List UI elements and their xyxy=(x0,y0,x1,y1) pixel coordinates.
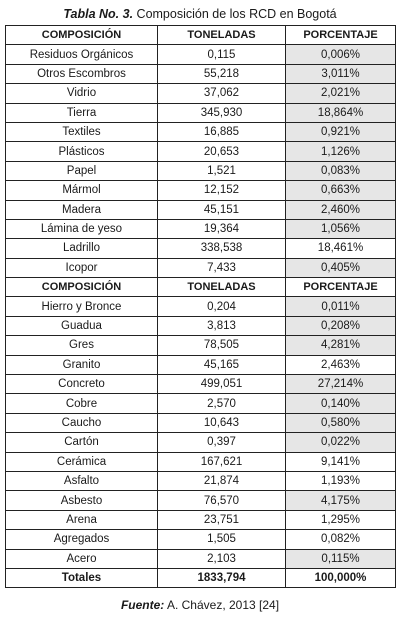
table-row xyxy=(6,530,396,549)
table-caption xyxy=(0,3,400,25)
column-header-porcentaje: PORCENTAJE xyxy=(286,278,396,297)
percentage-value: 1,126% xyxy=(286,142,396,161)
tons-value: 12,152 xyxy=(158,181,286,200)
tons-value: 1,521 xyxy=(158,161,286,180)
column-header-toneladas: TONELADAS xyxy=(158,26,286,45)
percentage-value: 0,140% xyxy=(286,394,396,413)
material-name: Caucho xyxy=(6,413,158,432)
material-name: Cerámica xyxy=(6,452,158,471)
table-row xyxy=(6,297,396,316)
tons-value: 23,751 xyxy=(158,510,286,529)
table-body xyxy=(6,26,396,588)
tons-value: 19,364 xyxy=(158,219,286,238)
tons-value: 21,874 xyxy=(158,471,286,490)
percentage-value: 1,295% xyxy=(286,510,396,529)
table-row xyxy=(6,549,396,568)
table-row xyxy=(6,161,396,180)
table-row xyxy=(6,84,396,103)
percentage-value: 0,580% xyxy=(286,413,396,432)
percentage-value: 4,175% xyxy=(286,491,396,510)
table-row xyxy=(6,219,396,238)
material-name: Plásticos xyxy=(6,142,158,161)
total-percentage: 100,000% xyxy=(286,568,396,587)
percentage-value: 4,281% xyxy=(286,336,396,355)
table-row xyxy=(6,375,396,394)
composition-table xyxy=(5,25,396,588)
table-row xyxy=(6,122,396,141)
material-name: Lámina de yeso xyxy=(6,219,158,238)
table-row xyxy=(6,355,396,374)
table-row xyxy=(6,394,396,413)
percentage-value: 1,056% xyxy=(286,219,396,238)
material-name: Otros Escombros xyxy=(6,64,158,83)
material-name: Textiles xyxy=(6,122,158,141)
tons-value: 78,505 xyxy=(158,336,286,355)
table-row xyxy=(6,491,396,510)
percentage-value: 0,115% xyxy=(286,549,396,568)
column-header-composicion: COMPOSICIÓN xyxy=(6,26,158,45)
caption-lead: Tabla No. 3. xyxy=(63,7,134,21)
percentage-value: 0,011% xyxy=(286,297,396,316)
material-name: Madera xyxy=(6,200,158,219)
tons-value: 45,151 xyxy=(158,200,286,219)
header-row-2 xyxy=(6,278,396,297)
table-row xyxy=(6,258,396,277)
table-row xyxy=(6,413,396,432)
material-name: Asfalto xyxy=(6,471,158,490)
material-name: Residuos Orgánicos xyxy=(6,45,158,64)
table-row xyxy=(6,433,396,452)
table-row xyxy=(6,181,396,200)
caption-text: Composición de los RCD en Bogotá xyxy=(133,7,337,21)
material-name: Cartón xyxy=(6,433,158,452)
percentage-value: 18,461% xyxy=(286,239,396,258)
total-tons: 1833,794 xyxy=(158,568,286,587)
material-name: Ladrillo xyxy=(6,239,158,258)
material-name: Tierra xyxy=(6,103,158,122)
table-row xyxy=(6,200,396,219)
source-text: A. Chávez, 2013 [24] xyxy=(164,598,280,613)
material-name: Icopor xyxy=(6,258,158,277)
table-row xyxy=(6,471,396,490)
table-row xyxy=(6,510,396,529)
tons-value: 2,570 xyxy=(158,394,286,413)
material-name: Agregados xyxy=(6,530,158,549)
percentage-value: 9,141% xyxy=(286,452,396,471)
tons-value: 167,621 xyxy=(158,452,286,471)
tons-value: 499,051 xyxy=(158,375,286,394)
percentage-value: 2,460% xyxy=(286,200,396,219)
tons-value: 45,165 xyxy=(158,355,286,374)
source-lead: Fuente: xyxy=(120,598,165,613)
percentage-value: 0,663% xyxy=(286,181,396,200)
tons-value: 0,397 xyxy=(158,433,286,452)
tons-value: 55,218 xyxy=(158,64,286,83)
table-row xyxy=(6,239,396,258)
tons-value: 37,062 xyxy=(158,84,286,103)
table-row xyxy=(6,142,396,161)
material-name: Asbesto xyxy=(6,491,158,510)
percentage-value: 0,208% xyxy=(286,316,396,335)
material-name: Concreto xyxy=(6,375,158,394)
table-source xyxy=(0,598,400,612)
table-row xyxy=(6,103,396,122)
table-row xyxy=(6,336,396,355)
header-row-1 xyxy=(6,26,396,45)
percentage-value: 1,193% xyxy=(286,471,396,490)
percentage-value: 0,006% xyxy=(286,45,396,64)
percentage-value: 2,021% xyxy=(286,84,396,103)
tons-value: 7,433 xyxy=(158,258,286,277)
tons-value: 16,885 xyxy=(158,122,286,141)
tons-value: 3,813 xyxy=(158,316,286,335)
material-name: Guadua xyxy=(6,316,158,335)
tons-value: 10,643 xyxy=(158,413,286,432)
table-row xyxy=(6,452,396,471)
tons-value: 338,538 xyxy=(158,239,286,258)
percentage-value: 0,083% xyxy=(286,161,396,180)
table-row xyxy=(6,316,396,335)
percentage-value: 3,011% xyxy=(286,64,396,83)
percentage-value: 0,921% xyxy=(286,122,396,141)
percentage-value: 18,864% xyxy=(286,103,396,122)
table-row xyxy=(6,64,396,83)
tons-value: 0,115 xyxy=(158,45,286,64)
tons-value: 1,505 xyxy=(158,530,286,549)
percentage-value: 2,463% xyxy=(286,355,396,374)
percentage-value: 0,022% xyxy=(286,433,396,452)
percentage-value: 0,405% xyxy=(286,258,396,277)
material-name: Gres xyxy=(6,336,158,355)
tons-value: 76,570 xyxy=(158,491,286,510)
total-row xyxy=(6,568,396,587)
material-name: Acero xyxy=(6,549,158,568)
tons-value: 2,103 xyxy=(158,549,286,568)
material-name: Vidrio xyxy=(6,84,158,103)
column-header-composicion: COMPOSICIÓN xyxy=(6,278,158,297)
total-label: Totales xyxy=(6,568,158,587)
material-name: Hierro y Bronce xyxy=(6,297,158,316)
tons-value: 0,204 xyxy=(158,297,286,316)
material-name: Papel xyxy=(6,161,158,180)
percentage-value: 27,214% xyxy=(286,375,396,394)
column-header-porcentaje: PORCENTAJE xyxy=(286,26,396,45)
table-row xyxy=(6,45,396,64)
tons-value: 20,653 xyxy=(158,142,286,161)
column-header-toneladas: TONELADAS xyxy=(158,278,286,297)
material-name: Mármol xyxy=(6,181,158,200)
percentage-value: 0,082% xyxy=(286,530,396,549)
material-name: Granito xyxy=(6,355,158,374)
material-name: Arena xyxy=(6,510,158,529)
material-name: Cobre xyxy=(6,394,158,413)
tons-value: 345,930 xyxy=(158,103,286,122)
